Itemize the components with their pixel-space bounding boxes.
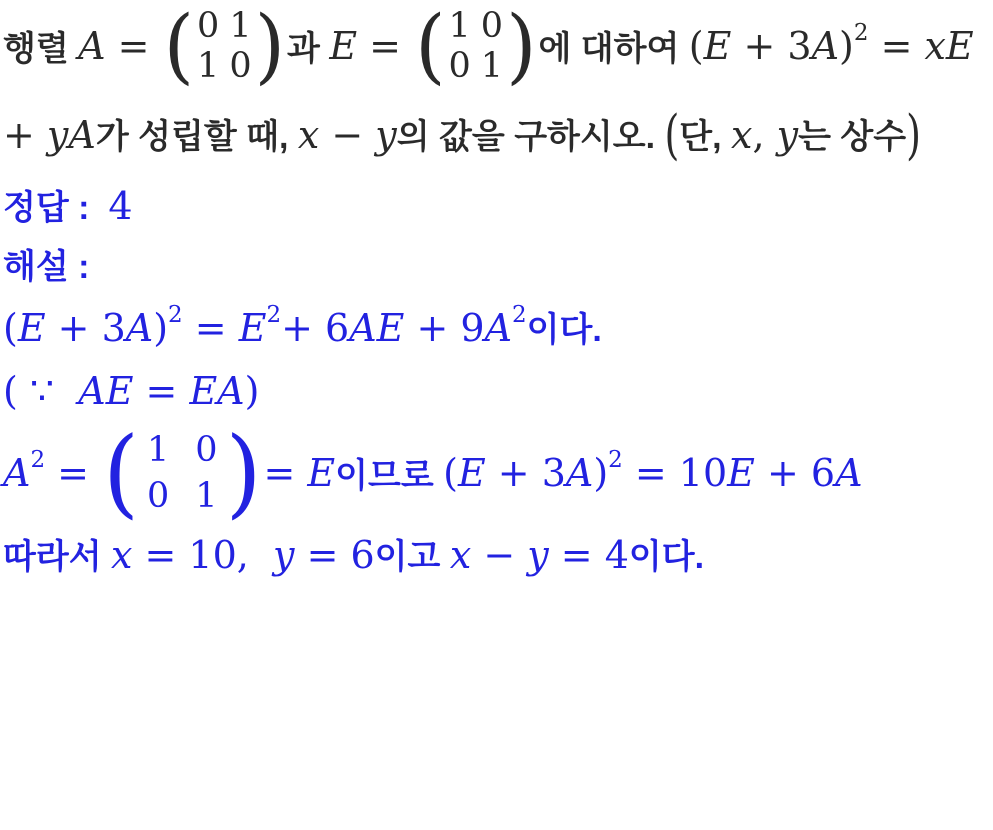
math-symbol: ) [593,451,609,495]
superscript: 2 [608,447,623,473]
math-text [3,451,30,495]
math-text [623,451,863,495]
math-symbol: = [357,24,414,68]
solution-line-4 [3,530,989,579]
korean-text: 이다. [628,538,705,576]
math-symbol: = 4 [548,532,629,577]
math-symbol: = [182,305,239,350]
math-variable: yA [46,112,96,157]
math-variable: A [565,451,594,495]
math-variable: x [731,112,753,157]
math-symbol: + 6 [281,305,350,350]
korean-text: 는 상수 [798,118,907,156]
matrix-cells [446,6,507,86]
math-symbol: − [471,532,528,577]
math-variable: A [3,451,31,495]
math-variable: AE [349,305,405,350]
math-symbol: ( [443,451,458,495]
matrix-paren-left: ( [103,416,139,529]
matrix-cell: 0 [480,6,504,46]
math-symbol: + 3 [45,305,126,350]
math-variable: x [449,532,472,577]
math-symbol: ) [153,305,169,350]
math-symbol: , [752,112,777,157]
math-variable: y [527,532,549,577]
math-text [450,533,629,577]
math-worksheet [3,0,989,579]
matrix-cell: 0 [448,46,471,86]
stretched-paren: ( [664,103,680,166]
math-variable: A [125,305,154,350]
korean-text: 이고 [374,538,450,576]
matrix-cells [194,6,255,86]
korean-text: 과 [287,29,330,68]
korean-text: 따라서 [3,538,111,576]
korean-text: 이므로 [335,456,444,495]
math-variable: EA [189,369,245,413]
math-text [443,451,608,495]
math-symbol: ( [688,24,704,68]
matrix-paren-right: ) [506,0,537,94]
math-variable: x [110,532,133,577]
math-symbol: ) [244,369,260,413]
math-variable: E [307,451,336,495]
matrix-cell: 0 [195,430,218,470]
math-symbol: = [133,369,190,413]
solution-line-2 [3,368,989,414]
matrix-paren-right: ) [225,416,262,529]
math-text [329,24,413,68]
math-symbol: + [3,112,47,157]
math-variable: A [811,24,840,68]
math-variable: y [375,112,397,157]
matrix-cell: 1 [480,46,504,86]
matrix-cell: 1 [147,430,170,470]
math-variable: E [17,305,46,350]
math-symbol: = [868,24,925,68]
korean-text: 에 대하여 [538,29,689,68]
solution-line-1 [3,303,989,352]
math-variable: y [776,112,799,157]
math-text [868,24,973,68]
math-symbol: + 3 [731,24,812,68]
math-text [3,306,168,350]
math-text [78,24,161,68]
superscript: 2 [266,301,282,328]
superscript: 2 [168,301,183,328]
math-symbol: ( [3,305,18,350]
math-symbol: 4 [108,183,133,228]
math-text [3,369,259,413]
math-text [298,113,397,157]
math-text [111,533,375,577]
math-symbol: + 9 [404,305,485,350]
matrix-cell: 0 [229,46,252,86]
math-variable: AE [78,369,134,413]
korean-text: 의 값을 구하시오. [396,118,665,156]
matrix-paren-left: ( [163,0,195,94]
math-variable: xE [924,24,974,68]
math-variable: E [329,24,358,68]
math-text [731,113,798,157]
math-text [3,113,96,157]
matrix-cell: 1 [229,6,252,46]
math-symbol: − [319,112,376,157]
math-symbol: ( ∵ [3,369,79,413]
math-text [108,184,132,228]
math-symbol: = 10 [622,451,728,495]
matrix-paren-right: ) [254,0,286,94]
superscript: 2 [512,301,527,328]
matrix [103,416,262,529]
math-symbol: = 10, [132,532,274,577]
math-variable: E [457,451,486,495]
math-variable: E [727,451,755,495]
math-symbol: = 6 [294,532,375,577]
math-text [689,24,854,68]
math-variable: A [78,24,106,68]
math-variable: y [273,532,295,577]
matrix-paren-left: ( [415,0,446,94]
math-symbol: + 6 [754,451,836,495]
math-variable: E [238,305,267,350]
matrix-cell: 1 [197,46,220,86]
matrix [415,0,537,94]
solution-line-3 [3,416,989,529]
math-variable: A [835,451,863,495]
math-text [183,306,267,350]
math-text [45,451,101,495]
korean-text: 정답 : [3,189,109,227]
math-variable: E [703,24,732,68]
math-text [281,306,512,350]
korean-text: 단, [679,118,732,156]
math-symbol: ) [839,24,854,68]
answer-line [3,181,989,230]
math-symbol: = [105,24,162,68]
math-symbol: = [45,451,102,495]
matrix-cell: 1 [448,6,471,46]
math-text [263,451,335,495]
math-variable: A [484,305,513,350]
matrix-cell: 0 [197,6,220,46]
math-symbol: = [263,451,308,495]
math-symbol: + 3 [485,451,566,495]
problem-statement-line-1 [3,0,989,94]
explanation-label-line [3,240,989,289]
korean-text: 가 성립할 때, [95,118,298,156]
korean-text: 이다. [526,311,602,349]
matrix-cells [139,427,226,519]
superscript: 2 [30,447,46,473]
document-lines [3,0,989,579]
matrix-cell: 1 [195,476,218,516]
superscript: 2 [853,20,869,46]
stretched-paren: ) [906,103,921,166]
matrix [163,0,286,94]
matrix-cell: 0 [147,476,170,516]
math-variable: x [297,112,320,157]
korean-text: 행렬 [3,29,79,68]
korean-text: 해설 : [3,248,90,286]
problem-statement-line-2 [3,103,989,166]
